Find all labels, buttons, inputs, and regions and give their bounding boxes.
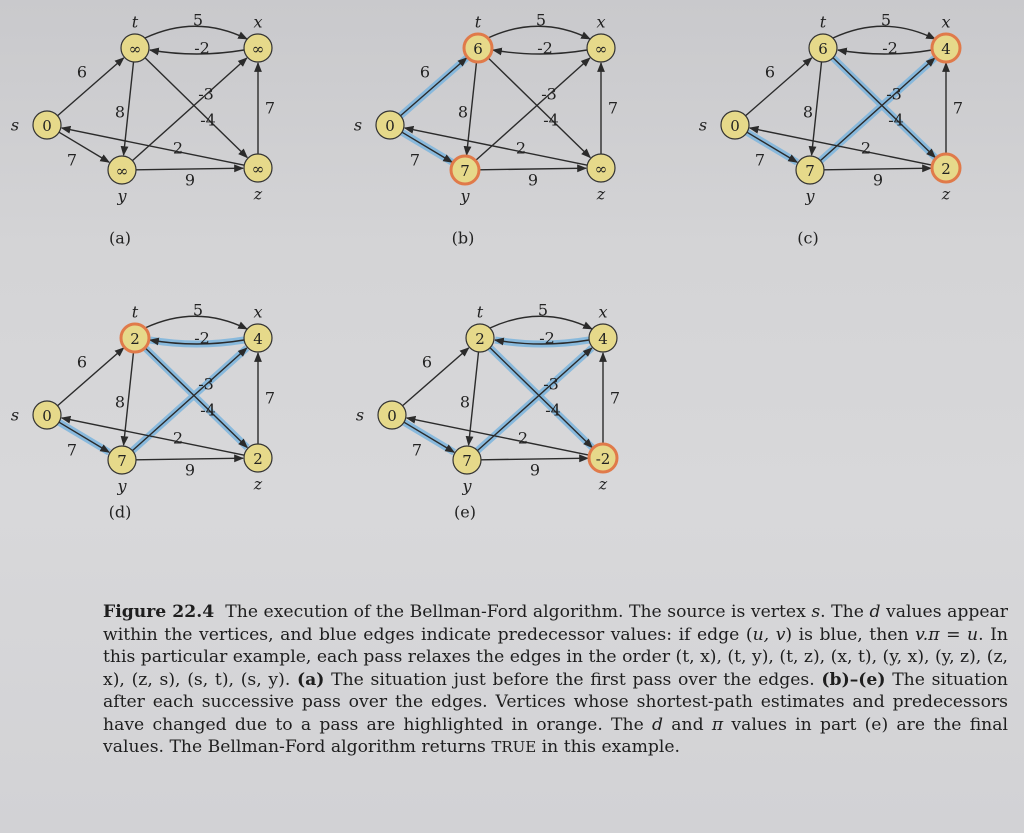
vertex-name-z: z xyxy=(253,474,263,494)
caption-text: The execution of the Bellman-Ford algorithm. The source is vertex xyxy=(225,602,812,622)
edge-z-s xyxy=(62,128,245,165)
weight-y-x: -3 xyxy=(543,374,559,394)
weight-t-z: -4 xyxy=(888,110,904,130)
vertex-name-z: z xyxy=(596,184,606,204)
edge-s-t xyxy=(746,58,812,116)
vertex-name-z: z xyxy=(253,184,263,204)
weight-y-z: 9 xyxy=(184,170,196,190)
weight-t-y: 8 xyxy=(114,392,126,412)
vertex-name-t: t xyxy=(131,302,139,322)
weight-t-y: 8 xyxy=(457,102,469,122)
weight-x-t: -2 xyxy=(539,328,555,348)
node-s-value: 0 xyxy=(42,117,52,135)
weight-t-z: -4 xyxy=(200,400,216,420)
vertex-name-y: y xyxy=(117,476,127,496)
weight-z-s: 2 xyxy=(515,138,527,158)
node-z-value: ∞ xyxy=(594,160,608,178)
weight-x-t: -2 xyxy=(537,38,553,58)
node-y-value: 7 xyxy=(805,162,815,180)
caption-text: . In this particular example, each pass relaxes the edges in the order (t, x), (t, y), (t, z), (x, t), (y, x), (y, z), (z, x), (z, s), (s, t), (s, y). xyxy=(103,624,1008,690)
node-z-value: ∞ xyxy=(251,160,265,178)
caption-text: values in part (e) are the final values. The Bellman-Ford algorithm returns xyxy=(103,714,1008,757)
weight-s-y: 7 xyxy=(409,150,421,170)
edge-s-t xyxy=(58,348,124,406)
weight-t-y: 8 xyxy=(459,392,471,412)
weight-z-x: 7 xyxy=(264,98,276,118)
caption-text: The situation after each successive pass over the edges. Vertices whose shortest-path estimates and predecessors have changed due to a pass are highlighted in orange. The xyxy=(103,669,1008,735)
vertex-name-s: s xyxy=(10,115,20,135)
caption-text: in this example. xyxy=(536,737,681,757)
edge-t-z xyxy=(488,58,590,158)
caption-d: d xyxy=(869,602,881,622)
node-s-value: 0 xyxy=(730,117,740,135)
weight-y-z: 9 xyxy=(184,460,196,480)
weight-s-y: 7 xyxy=(66,440,78,460)
node-z-value: -2 xyxy=(595,450,611,468)
panel-label-d: (d) xyxy=(108,502,132,522)
node-s-value: 0 xyxy=(385,117,395,135)
caption-figure-label: Figure 22.4 xyxy=(103,602,215,622)
vertex-name-y: y xyxy=(805,186,815,206)
node-t-value: 2 xyxy=(130,330,140,348)
caption-text: values appear within the vertices, and blue edges indicate predecessor values: if edge ( xyxy=(103,602,1008,645)
caption-pi: π xyxy=(711,714,724,735)
node-y-value: ∞ xyxy=(115,162,129,180)
weight-s-y: 7 xyxy=(754,150,766,170)
node-t-value: 6 xyxy=(473,40,483,58)
vertex-name-t: t xyxy=(819,12,827,32)
weight-y-x: -3 xyxy=(198,374,214,394)
weight-s-y: 7 xyxy=(66,150,78,170)
caption-true: TRUE xyxy=(491,738,537,756)
edge-s-t xyxy=(401,58,467,116)
weight-s-t: 6 xyxy=(764,62,776,82)
panel-d xyxy=(11,301,275,522)
node-t-value: 2 xyxy=(475,330,485,348)
vertex-name-s: s xyxy=(353,115,363,135)
panel-c xyxy=(699,11,963,248)
caption-text: and xyxy=(663,714,712,735)
caption-part-a: (a) xyxy=(297,669,325,690)
caption-text: ) is blue, then xyxy=(785,624,916,645)
weight-y-x: -3 xyxy=(541,84,557,104)
vertex-name-z: z xyxy=(598,474,608,494)
weight-z-s: 2 xyxy=(172,428,184,448)
weight-z-s: 2 xyxy=(860,138,872,158)
weight-x-t: -2 xyxy=(194,38,210,58)
vertex-name-s: s xyxy=(698,115,708,135)
weight-z-s: 2 xyxy=(517,428,529,448)
node-x-value: 4 xyxy=(253,330,263,348)
vertex-name-y: y xyxy=(462,476,472,496)
node-z-value: 2 xyxy=(941,160,951,178)
weight-t-y: 8 xyxy=(802,102,814,122)
vertex-name-x: x xyxy=(596,12,606,32)
vertex-name-x: x xyxy=(253,12,263,32)
vertex-name-t: t xyxy=(476,302,484,322)
vertex-name-t: t xyxy=(131,12,139,32)
edge-t-z xyxy=(145,58,247,158)
node-x-value: ∞ xyxy=(251,40,265,58)
node-t-value: 6 xyxy=(818,40,828,58)
vertex-name-y: y xyxy=(117,186,127,206)
weight-t-x: 5 xyxy=(192,300,204,320)
panel-label-a: (a) xyxy=(108,228,132,248)
caption-u: u xyxy=(967,624,979,645)
weight-y-x: -3 xyxy=(886,84,902,104)
caption-source: s xyxy=(811,602,821,622)
weight-z-x: 7 xyxy=(952,98,964,118)
weight-s-t: 6 xyxy=(421,352,433,372)
weight-t-x: 5 xyxy=(535,10,547,30)
panel-b xyxy=(354,11,618,248)
weight-t-z: -4 xyxy=(543,110,559,130)
vertex-name-x: x xyxy=(598,302,608,322)
weight-t-z: -4 xyxy=(545,400,561,420)
caption-vpi: v.π xyxy=(915,624,940,645)
weight-s-t: 6 xyxy=(76,62,88,82)
node-x-value: 4 xyxy=(598,330,608,348)
weight-s-t: 6 xyxy=(76,352,88,372)
weight-y-z: 9 xyxy=(872,170,884,190)
figure-caption xyxy=(103,601,1008,759)
vertex-name-t: t xyxy=(474,12,482,32)
node-s-value: 0 xyxy=(42,407,52,425)
edge-s-t xyxy=(403,348,469,406)
weight-t-z: -4 xyxy=(200,110,216,130)
caption-d2: d xyxy=(652,714,664,735)
panel-a xyxy=(11,11,275,248)
vertex-name-x: x xyxy=(941,12,951,32)
vertex-name-y: y xyxy=(460,186,470,206)
caption-part-be: (b)–(e) xyxy=(821,669,886,690)
vertex-name-s: s xyxy=(10,405,20,425)
caption-text: = xyxy=(939,624,968,645)
vertex-name-s: s xyxy=(355,405,365,425)
weight-t-y: 8 xyxy=(114,102,126,122)
weight-z-x: 7 xyxy=(609,388,621,408)
weight-s-t: 6 xyxy=(419,62,431,82)
weight-y-x: -3 xyxy=(198,84,214,104)
weight-z-x: 7 xyxy=(264,388,276,408)
caption-text: The situation just before the first pass over the edges. xyxy=(324,669,822,690)
weight-t-x: 5 xyxy=(537,300,549,320)
weight-y-z: 9 xyxy=(527,170,539,190)
node-x-value: 4 xyxy=(941,40,951,58)
caption-uv: u, v xyxy=(752,624,786,645)
panel-e xyxy=(356,301,620,522)
weight-x-t: -2 xyxy=(882,38,898,58)
weight-y-z: 9 xyxy=(529,460,541,480)
node-y-value: 7 xyxy=(117,452,127,470)
weight-s-y: 7 xyxy=(411,440,423,460)
panel-label-b: (b) xyxy=(451,228,475,248)
panel-label-c: (c) xyxy=(797,228,819,248)
weight-t-x: 5 xyxy=(880,10,892,30)
caption-text: . The xyxy=(820,602,870,622)
node-z-value: 2 xyxy=(253,450,263,468)
node-y-value: 7 xyxy=(460,162,470,180)
vertex-name-z: z xyxy=(941,184,951,204)
node-x-value: ∞ xyxy=(594,40,608,58)
panel-label-e: (e) xyxy=(454,502,476,522)
node-s-value: 0 xyxy=(387,407,397,425)
weight-z-s: 2 xyxy=(172,138,184,158)
node-t-value: ∞ xyxy=(128,40,142,58)
weight-z-x: 7 xyxy=(607,98,619,118)
node-y-value: 7 xyxy=(462,452,472,470)
vertex-name-x: x xyxy=(253,302,263,322)
edge-s-t xyxy=(58,58,124,116)
weight-x-t: -2 xyxy=(194,328,210,348)
weight-t-x: 5 xyxy=(192,10,204,30)
